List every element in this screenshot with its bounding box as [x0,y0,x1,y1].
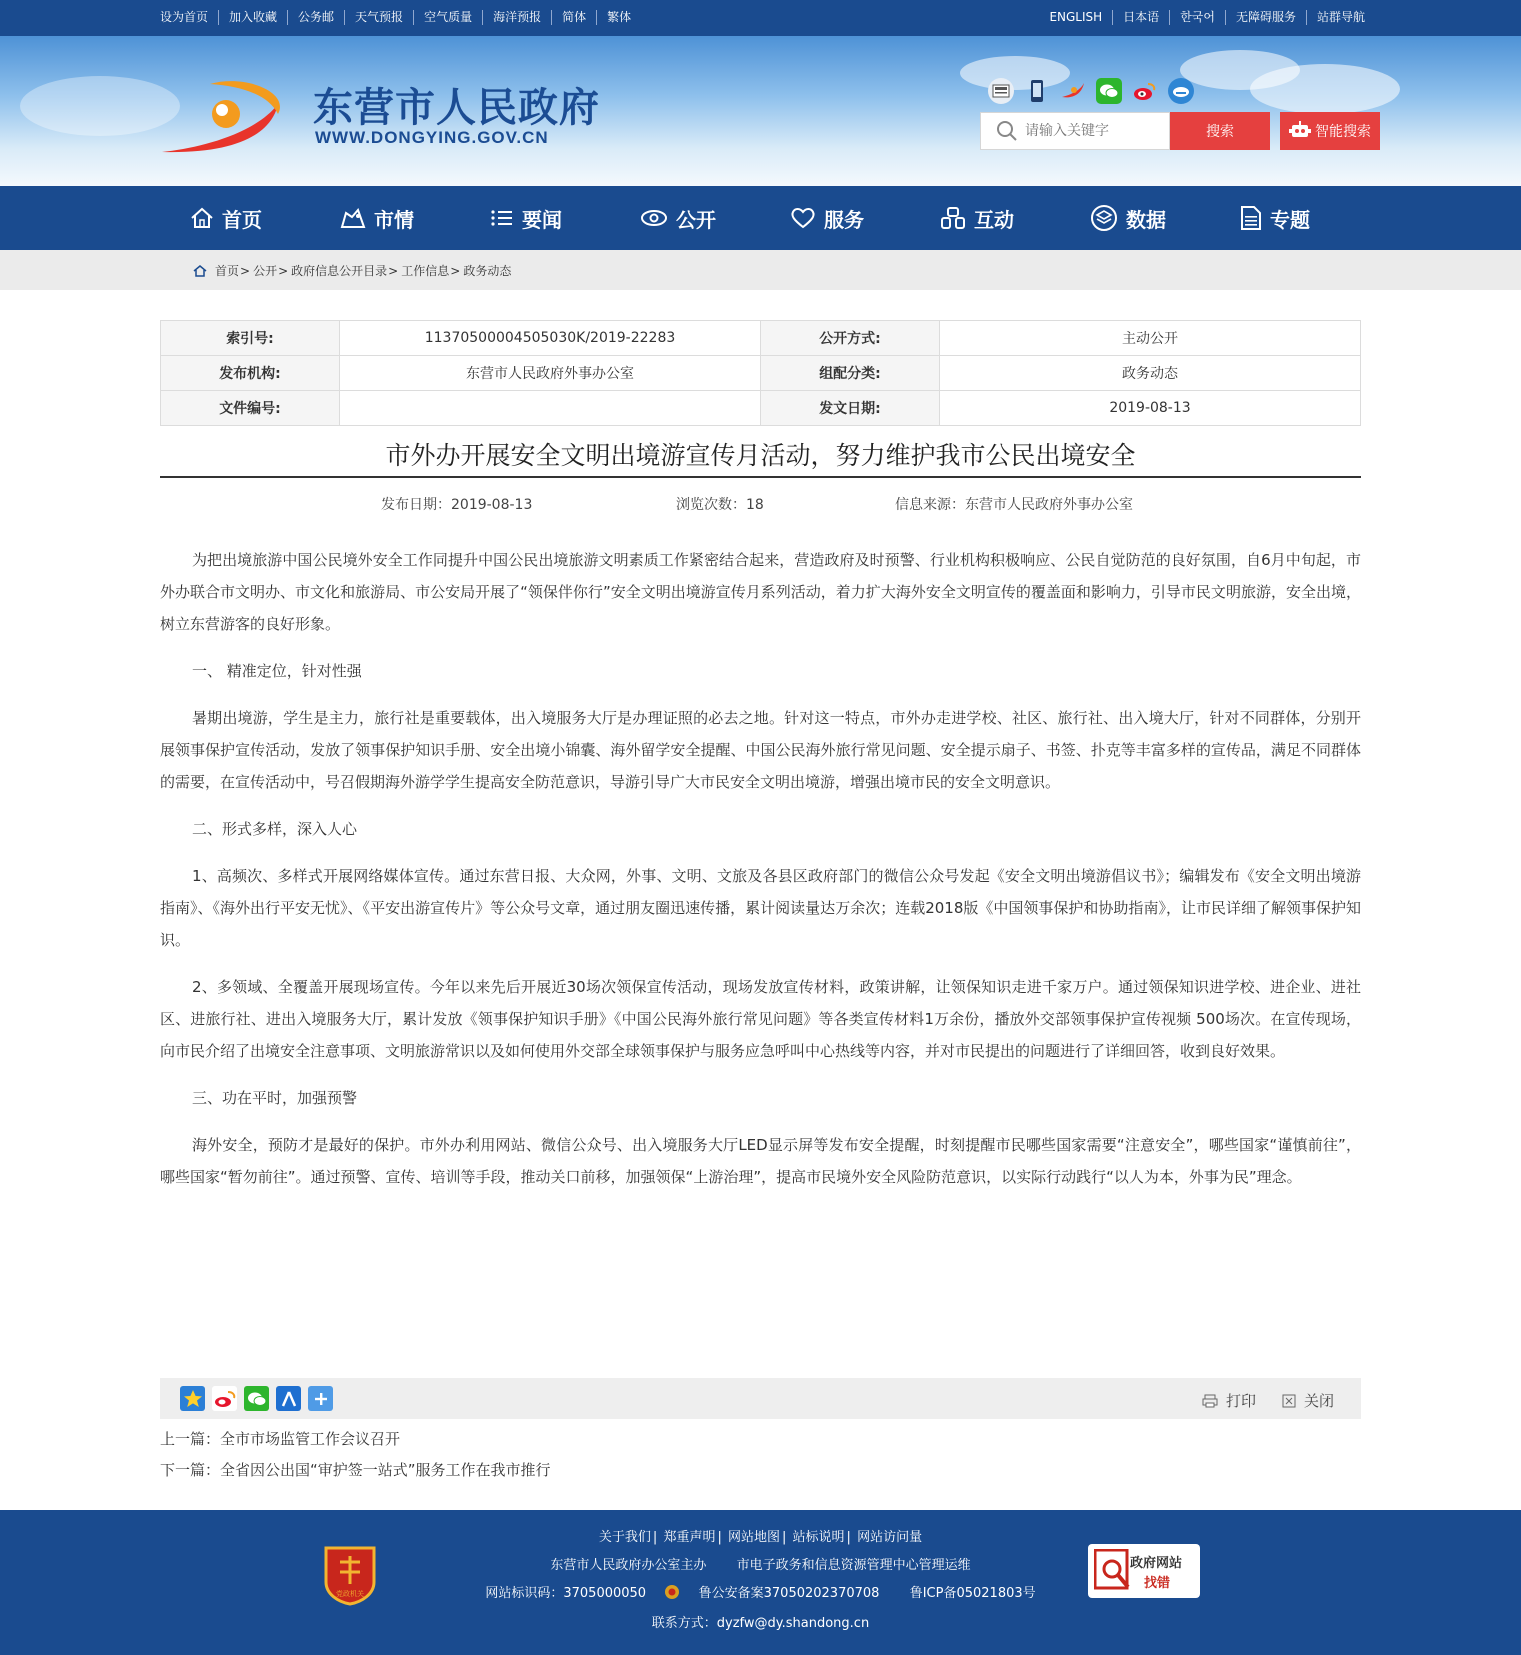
add-favorite-link[interactable]: 加入收藏 [218,10,287,25]
weibo-share-icon[interactable] [212,1386,237,1411]
publisher-label: 发布机构: [161,356,340,391]
publish-date: 发布日期：2019-08-13 [381,497,533,513]
main-nav [0,186,1521,250]
smart-search-label: 智能搜索 [1315,124,1371,140]
home-icon [193,265,207,277]
official-mail-link[interactable]: 公务邮 [287,10,344,25]
nav-item-data[interactable] [1090,186,1166,250]
close-button[interactable] [1282,1390,1334,1411]
search-input[interactable] [1025,123,1165,139]
newspaper-icon[interactable] [988,78,1014,104]
open-method-label: 公开方式: [761,321,940,356]
top-right-links [1049,10,1375,25]
breadcrumb: 首页 > 公开 > 政府信息公开目录 > 工作信息 > 政务动态 [193,262,511,279]
article-body [160,544,1361,1208]
next-article-link[interactable]: 下一篇：全省因公出国“审护签一站式”服务工作在我市推行 [160,1461,551,1479]
article-paragraph: 1、高频次、多样式开展网络媒体宣传。通过东营日报、大众网，外事、文明、文旅及各县区政府部门的微信公众号发起《安全文明出境游倡议书》；编辑发布《安全文明出境游指南》、《海外出行平安无忧》、《平安出游宣传片》等公众号文章，通过朋友圈迅速传播，累计阅读量达万余次；连载2018版《中国领事保护和协助指南》，让市民详细了解领事保护知识。 [160,867,1361,949]
nav-label: 市情 [374,207,414,232]
issue-date-value: 2019-08-13 [940,391,1361,426]
footer-police-record[interactable]: 鲁公安备案37050202370708 [698,1586,880,1601]
search-icon [995,119,1019,143]
doc-number-value [340,391,761,426]
robot-icon [1289,121,1311,141]
english-link[interactable]: ENGLISH [1049,10,1103,24]
visit-stats-link[interactable]: 网站访问量 [857,1530,923,1545]
jiucuo-line1: 政府网站 [1130,1556,1183,1571]
data-icon [1090,204,1118,232]
accessibility-link[interactable]: 无障碍服务 [1225,10,1306,25]
document-icon [1240,205,1262,231]
qzone-share-icon[interactable] [180,1386,205,1411]
article-paragraph: 为把出境旅游中国公民境外安全工作同提升中国公民出境旅游文明素质工作紧密结合起来，营造政府及时预警、行业机构积极响应、公民自觉防范的良好氛围，自6月中旬起，市外办联合市文明办、市文化和旅游局、市公安局开展了“领保伴你行”安全文明出境游宣传月系列活动，着力扩大海外安全文明宣传的覆盖面和影响力，引导市民文明旅游，安全出境，树立东营游客的良好形象。 [160,551,1361,633]
top-left-links [160,10,641,25]
breadcrumb-bar [0,250,1521,290]
site-url: WWW.DONGYING.GOV.CN [315,128,549,147]
footer-sponsor: 东营市人民政府办公室主办 [550,1558,707,1573]
nav-label: 服务 [824,207,864,232]
breadcrumb-home[interactable]: 首页 [215,264,240,278]
home-icon [190,207,214,229]
nav-item-home[interactable] [190,186,262,250]
article-paragraph: 2、多领域、全覆盖开展现场宣传。今年以来先后开展近30场次领保宣传活动，现场发放宣传材料，政策讲解，让领保知识走进千家万户。通过领保知识进学校、进企业、进社区、进旅行社、进出入境服务大厅，累计发放《领事保护知识手册》《中国公民海外旅行常见问题》等各类宣传材料1万余份，播放外交部领事保护宣传视频 500场次。在宣传现场，向市民介绍了出境安全注意事项、文明旅游常识以及如何使用外交部全球领事保护与服务应急呼叫中心热线等内容，并对市民提出的问题进行了详细回答，收到良好效果。 [160,978,1361,1060]
statement-link[interactable]: 郑重声明 [663,1530,716,1545]
footer-icp[interactable]: 鲁ICP备05021803号 [909,1586,1036,1601]
air-quality-link[interactable]: 空气质量 [413,10,482,25]
article-heading: 三、功在平时，加强预警 [192,1089,358,1107]
police-badge-icon [664,1584,680,1600]
view-count: 浏览次数：18 [676,497,764,513]
footer-contact: 联系方式：dyzfw@dy.shandong.cn [651,1616,870,1631]
footer-links: 关于我们 | 郑重声明 | 网站地图 | 站标说明 | 网站访问量 [598,1530,923,1545]
jiucuo-line2: 找错 [1144,1576,1171,1591]
open-method-value: 主动公开 [940,321,1361,356]
close-label: 关闭 [1304,1392,1335,1410]
logo-explain-link[interactable]: 站标说明 [792,1530,845,1545]
breadcrumb-work-info[interactable]: 工作信息 [401,264,450,278]
footer-sponsor-row [0,1554,1521,1573]
close-icon [1282,1394,1296,1408]
nav-label: 要闻 [522,207,562,232]
index-value: 113705000045050​30K/2019-22283 [340,321,761,356]
cloud-app-icon[interactable] [1168,78,1194,104]
gov-site-error-report-badge[interactable] [1088,1544,1200,1598]
more-share-icon[interactable] [308,1386,333,1411]
prev-article-link[interactable]: 上一篇：全市市场监管工作会议召开 [160,1430,401,1448]
site-name[interactable]: 东营市人民政府 [313,85,600,131]
search-button[interactable]: 搜索 [1170,112,1270,150]
interact-icon [940,206,966,230]
breadcrumb-catalog[interactable]: 政府信息公开目录 [291,264,388,278]
simplified-chinese-link[interactable]: 简体 [551,10,596,25]
eye-icon [640,208,668,228]
mobile-icon[interactable] [1024,78,1050,104]
government-logo-icon[interactable] [160,74,290,164]
list-icon [490,208,514,228]
category-value: 政务动态 [940,356,1361,391]
nav-item-city[interactable] [340,186,414,250]
nav-label: 数据 [1126,207,1166,232]
cloud-decoration [1250,64,1400,114]
breadcrumb-gov-news[interactable]: 政务动态 [463,264,512,278]
weather-link[interactable]: 天气预报 [344,10,413,25]
article-title: 市外办开展安全文明出境游宣传月活动，努力维护我市公民出境安全 [385,441,1136,470]
site-header [0,36,1521,186]
article-heading: 二、形式多样，深入人心 [192,820,358,838]
social-icons [988,78,1194,104]
share-toolbar [160,1378,1361,1419]
footer-registration-row [0,1582,1521,1601]
japanese-link[interactable]: 日本语 [1112,10,1169,25]
breadcrumb-open[interactable]: 公开 [253,264,278,278]
printer-icon [1202,1394,1218,1408]
print-label: 打印 [1226,1392,1257,1410]
wechat-share-icon[interactable] [244,1386,269,1411]
city-icon [340,207,366,229]
info-source: 信息来源：东营市人民政府外事办公室 [895,497,1133,513]
title-divider [160,476,1361,478]
sitemap-link[interactable]: 网站地图 [727,1530,780,1545]
search-box [980,112,1170,150]
index-label: 索引号: [161,321,340,356]
nav-label: 首页 [222,207,262,232]
article-paragraph: 海外安全，预防才是最好的保护。市外办利用网站、微信公众号、出入境服务大厅LED显示屏等发布安全提醒，时刻提醒市民哪些国家需要“注意安全”，哪些国家“谨慎前往”，哪些国家“暂勿前往”。通过预警、宣传、培训等手段，推动关口前移，加强领保“上游治理”，提高市民境外安全风险防范意识，以实际行动践行“以人为本，外事为民”理念。 [160,1136,1361,1186]
site-group-nav-link[interactable]: 站群导航 [1306,10,1375,25]
article-paragraph: 暑期出境游，学生是主力，旅行社是重要载体，出入境服务大厅是办理证照的必去之地。针对这一特点，市外办走进学校、社区、旅行社、出入境大厅，针对不同群体，分别开展领事保护宣传活动，发放了领事保护知识手册、安全出境小锦囊、海外留学安全提醒、中国公民海外旅行常见问题、安全提示扇子、书签、扑克等丰富多样的宣传品，满足不同群体的需要，在宣传活动中，号召假期海外游学学生提高安全防范意识，导游引导广大市民安全文明出境游，增强出境市民的安全文明意识。 [160,709,1361,791]
nav-item-topics[interactable] [1240,186,1310,250]
korean-link[interactable]: 한국어 [1169,10,1225,25]
footer-operator: 市电子政务和信息资源管理中心管理运维 [736,1558,971,1573]
print-button[interactable] [1202,1390,1256,1411]
heart-icon [790,207,816,229]
toutiao-icon[interactable] [1060,78,1086,104]
nav-label: 专题 [1270,207,1310,232]
category-label: 组配分类: [761,356,940,391]
doc-number-label: 文件编号: [161,391,340,426]
emblem-text: 党政机关 [336,1590,364,1598]
about-us-link[interactable]: 关于我们 [598,1530,651,1545]
traditional-chinese-link[interactable]: 繁体 [596,10,641,25]
issue-date-label: 发文日期: [761,391,940,426]
cloud-decoration [20,76,180,136]
document-meta-table [160,320,1361,426]
nav-label: 互动 [974,207,1014,232]
magnifier-icon [1094,1549,1134,1593]
footer-site-code: 网站标识码：3705000050 [485,1586,647,1601]
site-footer [0,1510,1521,1655]
ocean-forecast-link[interactable]: 海洋预报 [482,10,551,25]
nav-item-service[interactable] [790,186,864,250]
nav-item-interact[interactable] [940,186,1014,250]
share-icons [180,1386,333,1411]
wechat-icon[interactable] [1096,78,1122,104]
set-homepage-link[interactable]: 设为首页 [160,10,209,24]
article-heading: 一、 精准定位，针对性强 [192,662,362,680]
nav-item-news[interactable] [490,186,562,250]
smart-search-button[interactable] [1280,112,1380,150]
renren-share-icon[interactable] [276,1386,301,1411]
nav-item-open[interactable] [640,186,716,250]
top-utility-bar [0,0,1521,36]
publisher-value: 东营市人民政府外事办公室 [340,356,761,391]
weibo-icon[interactable] [1132,78,1158,104]
nav-label: 公开 [676,207,716,232]
